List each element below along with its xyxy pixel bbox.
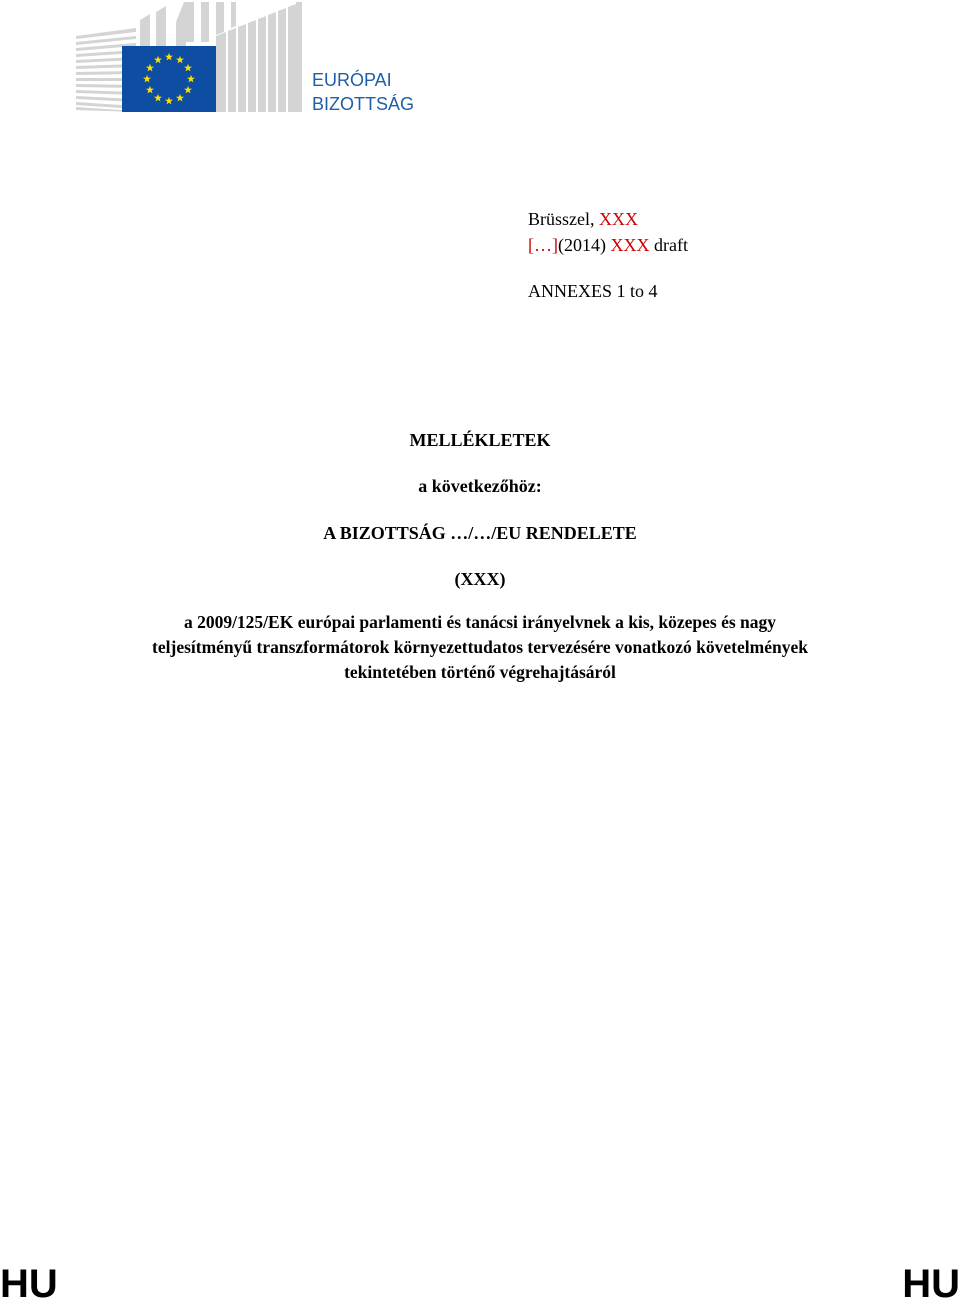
ec-building-and-flag-icon: [76, 2, 306, 112]
reference-open: […]: [528, 235, 558, 255]
regulation-subject: [0, 610, 960, 685]
org-name-line2: BIZOTTSÁG: [312, 94, 415, 114]
date-placeholder: XXX: [599, 209, 638, 229]
reference-year: (2014): [558, 235, 606, 255]
org-name-line1: EURÓPAI: [312, 70, 392, 90]
language-code-right: HU: [902, 1262, 960, 1306]
reference-placeholder: XXX: [610, 235, 650, 255]
to-the-label: a következőhöz:: [418, 476, 542, 496]
european-commission-logo: [76, 2, 306, 112]
place-date-line: [528, 206, 688, 232]
city: Brüsszel,: [528, 209, 595, 229]
subject-line: teljesítményű transzformátorok környezettudatos tervezésére vonatkozó követelmények: [152, 637, 808, 657]
annex-heading: MELLÉKLETEK: [409, 430, 551, 450]
document-meta: [528, 206, 688, 304]
reference-line: [528, 232, 688, 258]
subject-line: tekintetében történő végrehajtásáról: [344, 662, 616, 682]
document-titles: [0, 427, 960, 685]
annexes-label: ANNEXES 1 to 4: [528, 281, 658, 301]
organization-name: [312, 68, 414, 116]
reference-status: draft: [654, 235, 688, 255]
subject-line: a 2009/125/EK európai parlamenti és tanácsi irányelvnek a kis, közepes és nagy: [183, 612, 777, 632]
regulation-reference: (XXX): [454, 569, 506, 589]
regulation-title: A BIZOTTSÁG …/…/EU RENDELETE: [323, 523, 637, 543]
language-code-left: HU: [0, 1262, 58, 1306]
